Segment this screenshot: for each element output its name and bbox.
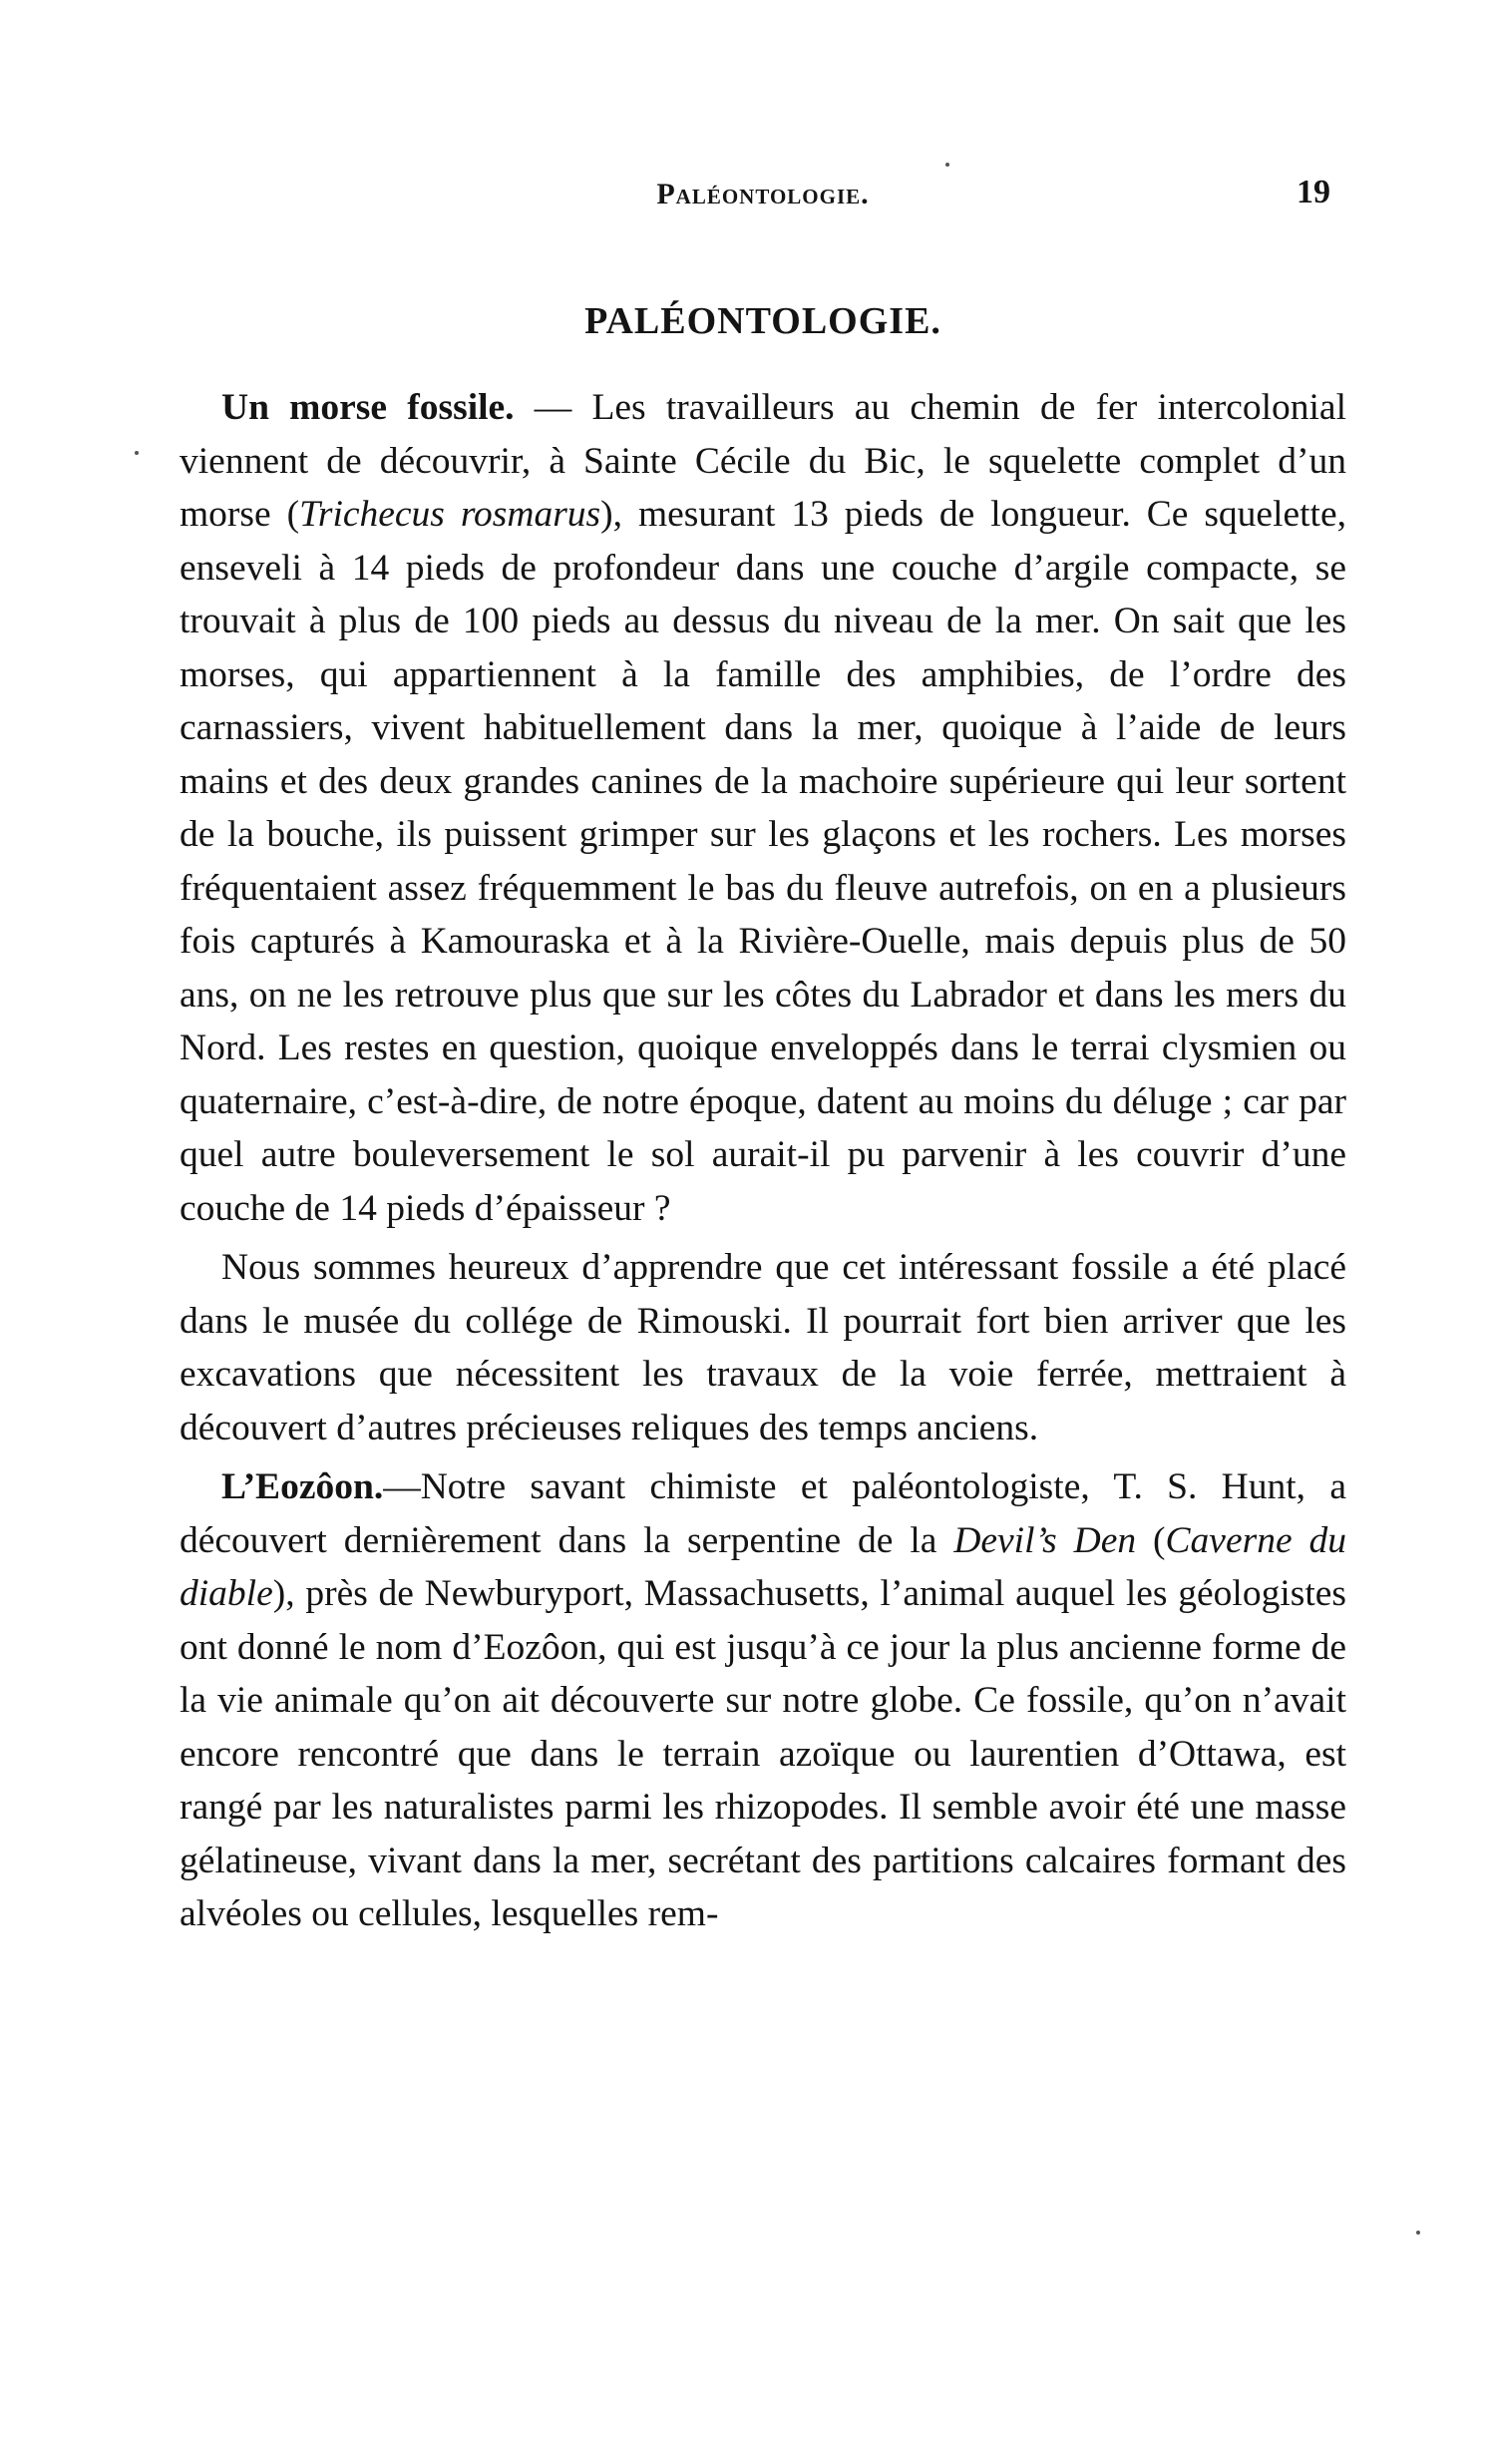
ink-speck [945,163,949,167]
paragraph-lead: L’Eozôon. [221,1466,384,1507]
paragraph-text: — Les travailleurs au chemin de fer intercolonial viennent de découvrir, à Sainte Cécile du Bic, le squelette complet d’un morse ( [180,387,1346,535]
paragraph-text: ( [1136,1519,1166,1561]
running-header [180,174,1346,227]
paragraph-text: —Notre savant chimiste et paléontologiste, T. S. Hunt, a découvert dernièrement dans la serpentine de la [180,1466,1346,1561]
paragraph-eozoon [180,1460,1346,1941]
running-title: Paléontologie. [656,178,870,210]
ink-speck [135,451,139,455]
paragraph-lead: Un morse fossile. [221,387,515,428]
page-number: 19 [1297,174,1330,210]
paragraph-morse-fossile [180,381,1346,1235]
paragraph-text: ), près de Newburyport, Massachusetts, l’animal auquel les géologistes ont donné le nom d’Eozôon, qui est jusqu’à ce jour la plus ancienne forme de la vie animale qu’on ait découverte sur notre globe. Ce fossile, qu’on n’avait encore rencontré que dans le terrain azoïque ou laurentien d’Ottawa, est rangé par les naturalistes parmi les rhizopodes. Il semble avoir été une masse gélatineuse, vivant dans la mer, secrétant des partitions calcaires formant des alvéoles ou cellules, lesquelles rem- [180,1573,1346,1934]
place-translation: Caverne du diable [180,1519,1346,1614]
ink-speck [1416,2231,1420,2235]
body-text [180,381,1346,1941]
place-name: Devil’s Den [953,1519,1137,1561]
species-name: Trichecus rosmarus [299,494,601,535]
paragraph-text: ), mesurant 13 pieds de longueur. Ce squelette, enseveli à 14 pieds de profondeur dans une couche d’argile compacte, se trouvait à plus de 100 pieds au dessus du niveau de la mer. On sait que les morses, qui appartiennent à la famille des amphibies, de l’ordre des carnassiers, vivent habituellement dans la mer, quoique à l’aide de leurs mains et des deux grandes canines de la machoire supérieure qui leur sortent de la bouche, ils puissent grimper sur les glaçons et les rochers. Les morses fréquentaient assez fréquemment le bas du fleuve autrefois, on en a plusieurs fois capturés à Kamouraska et à la Rivière-Ouelle, mais depuis plus de 50 ans, on ne les retrouve plus que sur les côtes du Labrador et dans les mers du Nord. Les restes en question, quoique enveloppés dans le terrai clysmien ou quaternaire, c’est-à-dire, de notre époque, datent au moins du déluge ; car par quel autre bouleversement le sol aurait-il pu parvenir à les couvrir d’une couche de 14 pieds d’épaisseur ? [180,494,1346,1229]
paragraph-musee-rimouski [180,1241,1346,1454]
paragraph-text: Nous sommes heureux d’apprendre que cet intéressant fossile a été placé dans le musée du collége de Rimouski. Il pourrait fort bien arriver que les excavations que nécessitent les travaux de la voie ferrée, mettraient à découvert d’autres précieuses reliques des temps anciens. [180,1247,1346,1448]
section-title: PALÉONTOLOGIE. [584,300,941,342]
